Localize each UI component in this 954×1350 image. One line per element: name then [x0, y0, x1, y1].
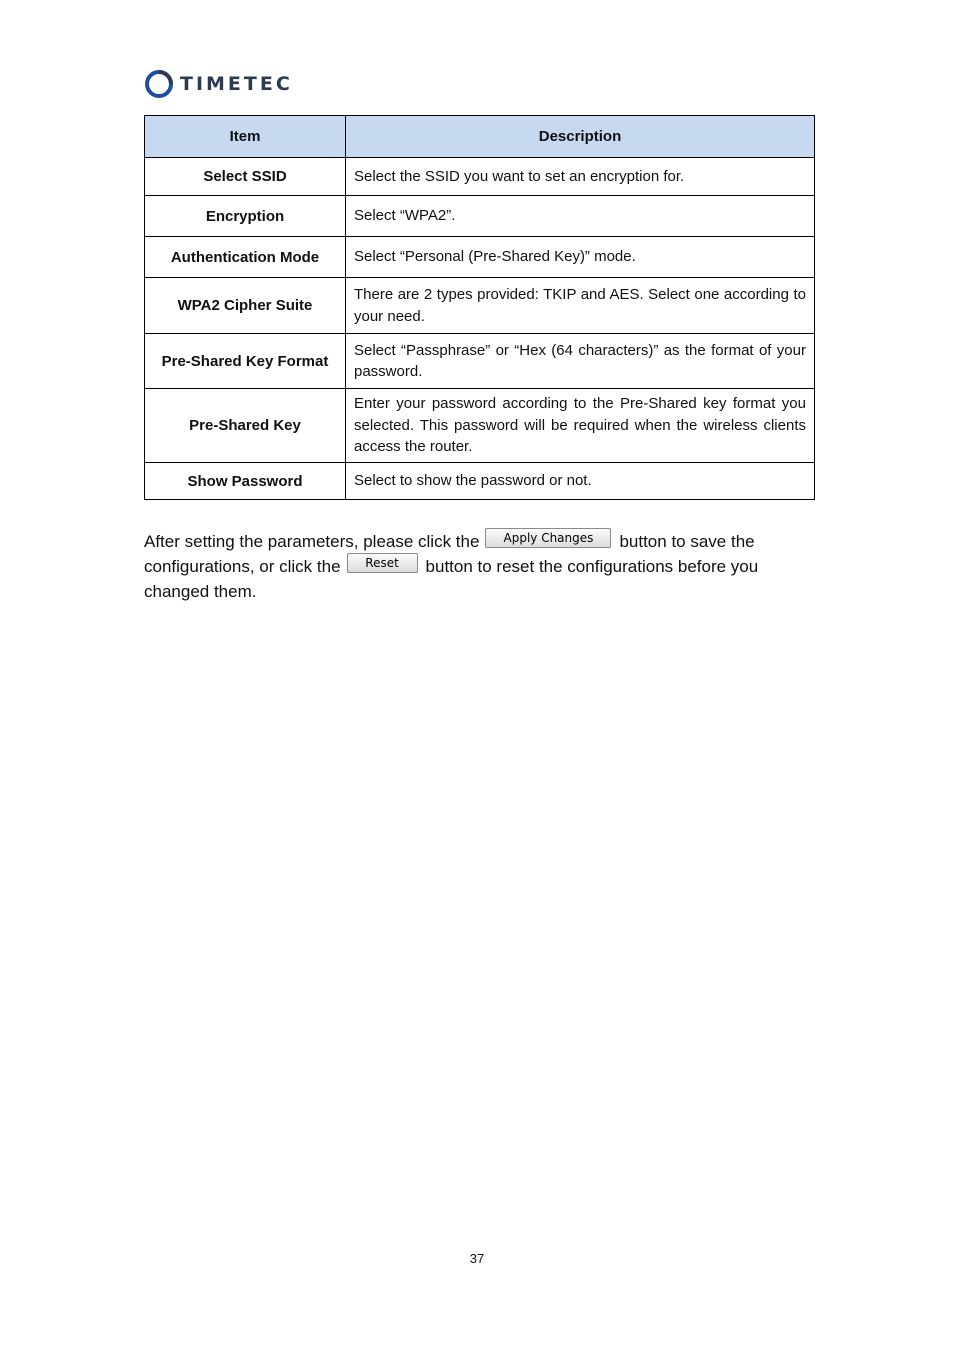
row-description: Select “Passphrase” or “Hex (64 characters)” as the format of your password.	[346, 334, 815, 389]
row-item: WPA2 Cipher Suite	[145, 278, 346, 334]
reset-button[interactable]: Reset	[347, 553, 418, 573]
table-row	[145, 334, 815, 389]
table-row	[145, 463, 815, 500]
instruction-paragraph	[144, 529, 816, 604]
table-header-row	[145, 116, 815, 158]
logo-text: TIMETEC	[180, 73, 293, 95]
settings-table	[144, 115, 815, 500]
paragraph-text: button to save the configurations, or click the	[144, 532, 755, 576]
table-row	[145, 237, 815, 278]
row-item: Pre-Shared Key Format	[145, 334, 346, 389]
row-item: Authentication Mode	[145, 237, 346, 278]
row-description: Enter your password according to the Pre-Shared key format you selected. This password will be required when the wireless clients access the router.	[346, 389, 815, 463]
brand-logo	[144, 68, 293, 100]
table-row	[145, 389, 815, 463]
page-number: 37	[469, 1251, 485, 1266]
row-description: Select to show the password or not.	[346, 463, 815, 500]
row-item: Show Password	[145, 463, 346, 500]
row-description: Select “WPA2”.	[346, 196, 815, 237]
column-header-item: Item	[145, 116, 346, 158]
paragraph-text: button to reset the configurations before you changed them.	[144, 557, 759, 601]
row-item: Select SSID	[145, 158, 346, 196]
timetec-logo-icon	[144, 69, 174, 99]
row-description: There are 2 types provided: TKIP and AES. Select one according to your need.	[346, 278, 815, 334]
apply-changes-button[interactable]: Apply Changes	[485, 528, 611, 548]
row-item: Encryption	[145, 196, 346, 237]
row-description: Select the SSID you want to set an encryption for.	[346, 158, 815, 196]
paragraph-text: After setting the parameters, please click the	[144, 532, 480, 551]
row-item: Pre-Shared Key	[145, 389, 346, 463]
table-row	[145, 158, 815, 196]
row-description: Select “Personal (Pre-Shared Key)” mode.	[346, 237, 815, 278]
column-header-description: Description	[346, 116, 815, 158]
table-row	[145, 278, 815, 334]
table-row	[145, 196, 815, 237]
